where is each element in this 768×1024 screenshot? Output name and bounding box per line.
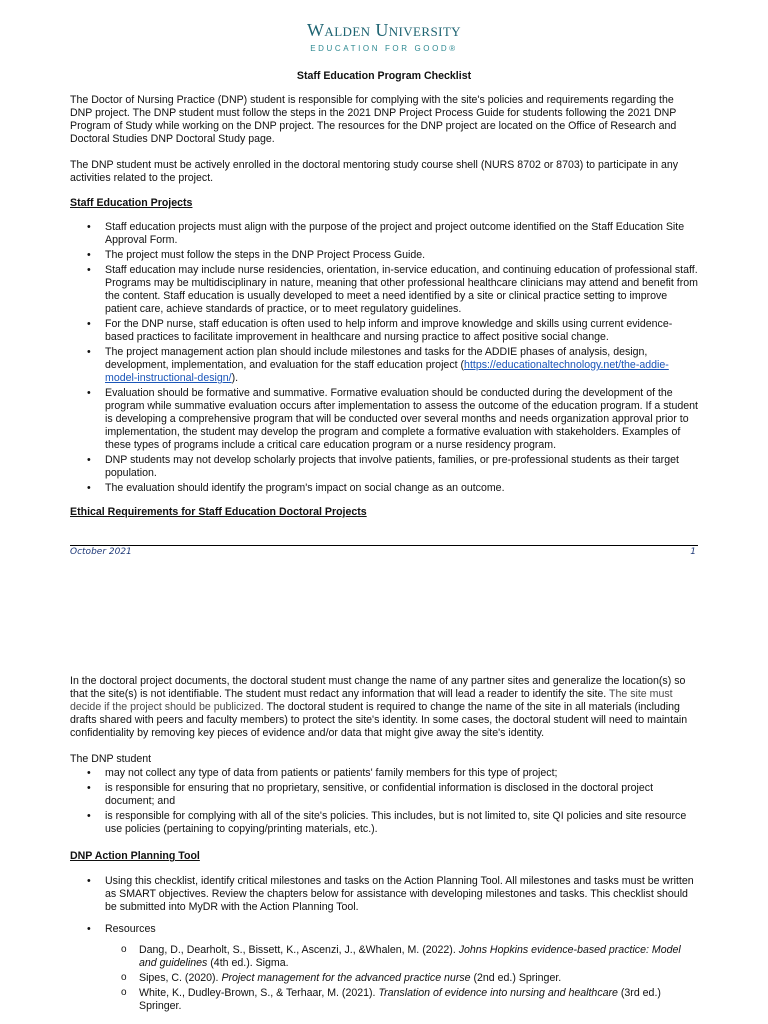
reference-item: o Dang, D., Dearholt, S., Bissett, K., Ascenzi, J., &Whalen, M. (2022). Johns Hopkins evidence-based practice: Model and guidelines (4th ed.). Sigma. (70, 944, 698, 970)
action-planning-list (70, 875, 698, 936)
list-item-addie (70, 346, 698, 385)
page-two-body (70, 675, 698, 1015)
list-item: • DNP students may not develop scholarly projects that involve patients, families, or pre-professional students as their target population. (70, 454, 698, 480)
footer-date: October 2021 (70, 547, 132, 557)
confidentiality-text: In the doctoral project documents, the doctoral student must change the name of any partner sites and generalize the location(s) so that the site(s) is not identifiable. The student must redact any information that will lead a reader to identify the site. (70, 675, 686, 700)
confidentiality-text-cont: The doctoral student is required to change the name of the site in all materials (including drafts shared with peers and faculty members) to protect the site's identity. In some cases, the doctoral student will need to maintain confidentiality by removing key pieces of evidence and/or data that might give away the site's identity. (70, 701, 688, 739)
list-item: • The project must follow the steps in the DNP Project Process Guide. (70, 249, 698, 262)
publicize-text: The site must decide if the project should be publicized. (70, 688, 673, 713)
staff-projects-list (70, 221, 698, 495)
resources-list (70, 944, 698, 1013)
intro-paragraph-2: The DNP student must be actively enrolled in the doctoral mentoring study course shell (NURS 8702 or 8703) to participate in any activities related to the project. (70, 159, 679, 184)
list-item-resources: • Resources (70, 923, 698, 936)
staff-projects-heading: Staff Education Projects (70, 197, 193, 209)
page-one-body (70, 94, 698, 519)
intro-paragraph-1: The Doctor of Nursing Practice (DNP) student is responsible for complying with the site's policies and requirements regarding the DNP project. The DNP student must follow the steps in the 2021 DNP Project Process Guide for students following the 2021 DNP Program of Study while working on the DNP project. The resources for the DNP project are located on the Office of Research and Doctoral Studies DNP Doctoral Study page. (70, 94, 677, 145)
list-item: • is responsible for complying with all of the site's policies. This includes, but is not limited to, site QI policies and site resource use policies (pertaining to copying/printing materials, etc.). (70, 810, 698, 836)
action-planning-heading: DNP Action Planning Tool (70, 850, 200, 862)
list-item: • may not collect any type of data from patients or patients' family members for this type of project; (70, 767, 698, 780)
list-item: • Staff education may include nurse residencies, orientation, in-service education, and continuing education of professional staff. Programs may be multidisciplinary in nature, meaning that other professional healthcare clinicians may attend and benefit from the content. Staff education is usually developed to meet a need identified by a site or clinical practice setting to improve patient care, achieve standards of practice, or to meet regulatory guidelines. (70, 264, 698, 316)
document-title: Staff Education Program Checklist (296, 70, 472, 82)
logo-wordmark: Walden University (307, 20, 461, 40)
addie-text: The project management action plan should include milestones and tasks for the ADDIE phases of analysis, design, development, implementation, and evaluation for the staff education project ( (105, 346, 648, 371)
reference-item: o White, K., Dudley-Brown, S., & Terhaar, M. (2021). Translation of evidence into nursing and healthcare (3rd ed.) Springer. (70, 987, 698, 1013)
dnp-student-list (70, 767, 698, 836)
logo-tagline: EDUCATION FOR GOOD® (310, 44, 458, 53)
list-item: • The evaluation should identify the program's impact on social change as an outcome. (70, 482, 698, 495)
university-logo (0, 20, 768, 55)
reference-item: o Sipes, C. (2020). Project management for the advanced practice nurse (2nd ed.) Springer. (70, 972, 698, 985)
addie-link[interactable]: https://educationaltechnology.net/the-addie-model-instructional-design/ (105, 359, 669, 384)
confidentiality-paragraph (70, 675, 698, 740)
list-item: • Staff education projects must align with the purpose of the project and project outcome identified on the Staff Education Site Approval Form. (70, 221, 698, 247)
page-footer (70, 546, 696, 559)
addie-text-end: ). (231, 372, 239, 384)
dnp-student-label: The DNP student (70, 753, 152, 765)
ethical-heading: Ethical Requirements for Staff Education Doctoral Projects (70, 506, 367, 518)
list-item: • is responsible for ensuring that no proprietary, sensitive, or confidential information is disclosed in the doctoral project document; and (70, 782, 698, 808)
list-item: • Evaluation should be formative and summative. Formative evaluation should be conducted during the development of the program while summative evaluation occurs after implementation to assess the outcome of the education program. If a student is developing a comprehensive program that will be conducted over several months and needs organization approval prior to implementation, the student may develop the program and complete a formative evaluation with stakeholders. Examples of these types of programs include a critical care education program or a nurse residency program. (70, 387, 698, 452)
footer-page-number: 1 (690, 547, 696, 557)
list-item: • For the DNP nurse, staff education is often used to help inform and improve knowledge and skills using current evidence-based practices to facilitate improvement in healthcare and nursing practice to affect positive social change. (70, 318, 698, 344)
list-item: • Using this checklist, identify critical milestones and tasks on the Action Planning Tool. All milestones and tasks must be written as SMART objectives. Review the chapters below for assistance with developing milestones and tasks. This checklist should be submitted into MyDR with the Action Planning Tool. (70, 875, 698, 914)
